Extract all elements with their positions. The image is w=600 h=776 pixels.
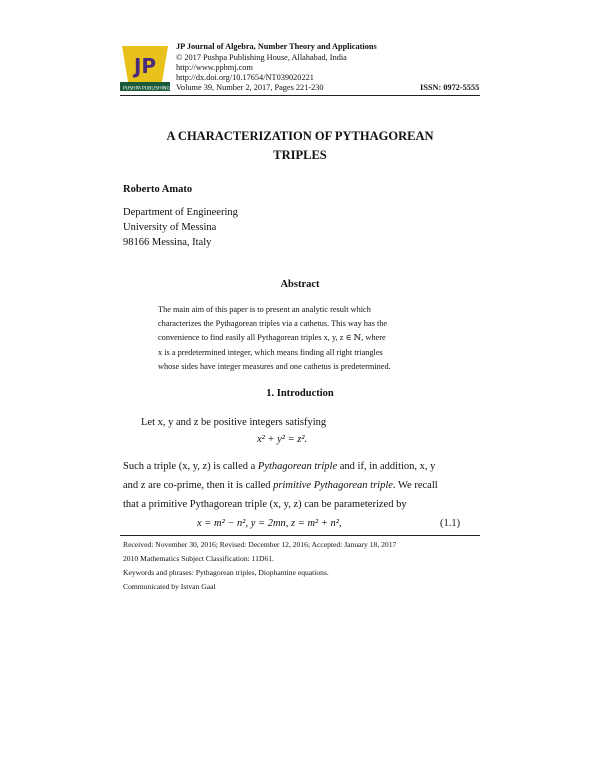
paragraph-line [123,457,478,476]
text-run: and if, in addition, x, y [337,461,436,472]
volume-line: Volume 39, Number 2, 2017, Pages 221-230 [176,83,324,92]
journal-name: JP Journal of Algebra, Number Theory and Applications [176,42,377,51]
abstract-line: x is a predetermined integer, which means finding all right triangles [158,347,383,357]
abstract-line: whose sides have integer measures and one cathetus is predetermined. [158,361,391,371]
affiliation-line-1: Department of Engineering [123,207,238,218]
title-line-2: TRIPLES [273,148,327,162]
author-name: Roberto Amato [123,184,193,195]
abstract-line: convenience to find easily all Pythagorean triples x, y, z ∈ ℕ, where [158,333,386,343]
intro-paragraph-1: Let x, y and z be positive integers satisfying [141,417,327,428]
intro-paragraph-2 [123,457,478,514]
issn: ISSN: 0972-5555 [420,83,480,92]
affiliation-line-3: 98166 Messina, Italy [123,237,212,248]
title-line-1: A CHARACTERIZATION OF PYTHAGOREAN [166,129,434,143]
equation-2: x = m² − n², y = 2mn, z = m² + n², [197,518,342,529]
text-run: . We recall [392,480,438,491]
communicated-by: Communicated by Istvan Gaal [123,582,216,591]
equation-1: x² + y² = z². [257,434,308,445]
logo-band-left: PUSHPA [122,86,142,92]
received-dates: Received: November 30, 2016; Revised: December 12, 2016; Accepted: January 18, 2017 [123,540,397,549]
abstract-line: characterizes the Pythagorean triples via a cathetus. This way has the [158,319,388,329]
equation-number: (1.1) [440,518,461,529]
msc-classification: 2010 Mathematics Subject Classification: 11D61. [123,554,274,563]
paragraph-line [123,476,478,495]
header-rule [120,95,480,96]
emphasis-text: primitive Pythagorean triple [273,480,393,491]
footnote-rule [120,535,480,536]
paragraph-line: that a primitive Pythagorean triple (x, y, z) can be parameterized by [123,499,407,510]
emphasis-text: Pythagorean triple [257,461,338,472]
journal-logo [118,42,172,96]
paper-title [140,127,460,165]
logo-text: JP [133,54,157,78]
journal-url[interactable]: http://www.pphmj.com [176,63,253,72]
keywords: Keywords and phrases: Pythagorean triples, Diophantine equations. [123,568,329,577]
abstract-body [158,303,443,374]
text-run: and z are co-prime, then it is called [123,480,274,491]
abstract-heading: Abstract [280,279,320,290]
affiliation-line-2: University of Messina [123,222,217,233]
logo-band-right: PUBLISHING [142,86,170,92]
intro-heading: 1. Introduction [266,388,334,399]
abstract-line: The main aim of this paper is to present an analytic result which [158,305,371,314]
doi-link[interactable]: http://dx.doi.org/10.17654/NT039020221 [176,73,314,82]
publisher-line: © 2017 Pushpa Publishing House, Allahabad, India [176,53,347,62]
text-run: Such a triple (x, y, z) is called a [123,461,258,472]
